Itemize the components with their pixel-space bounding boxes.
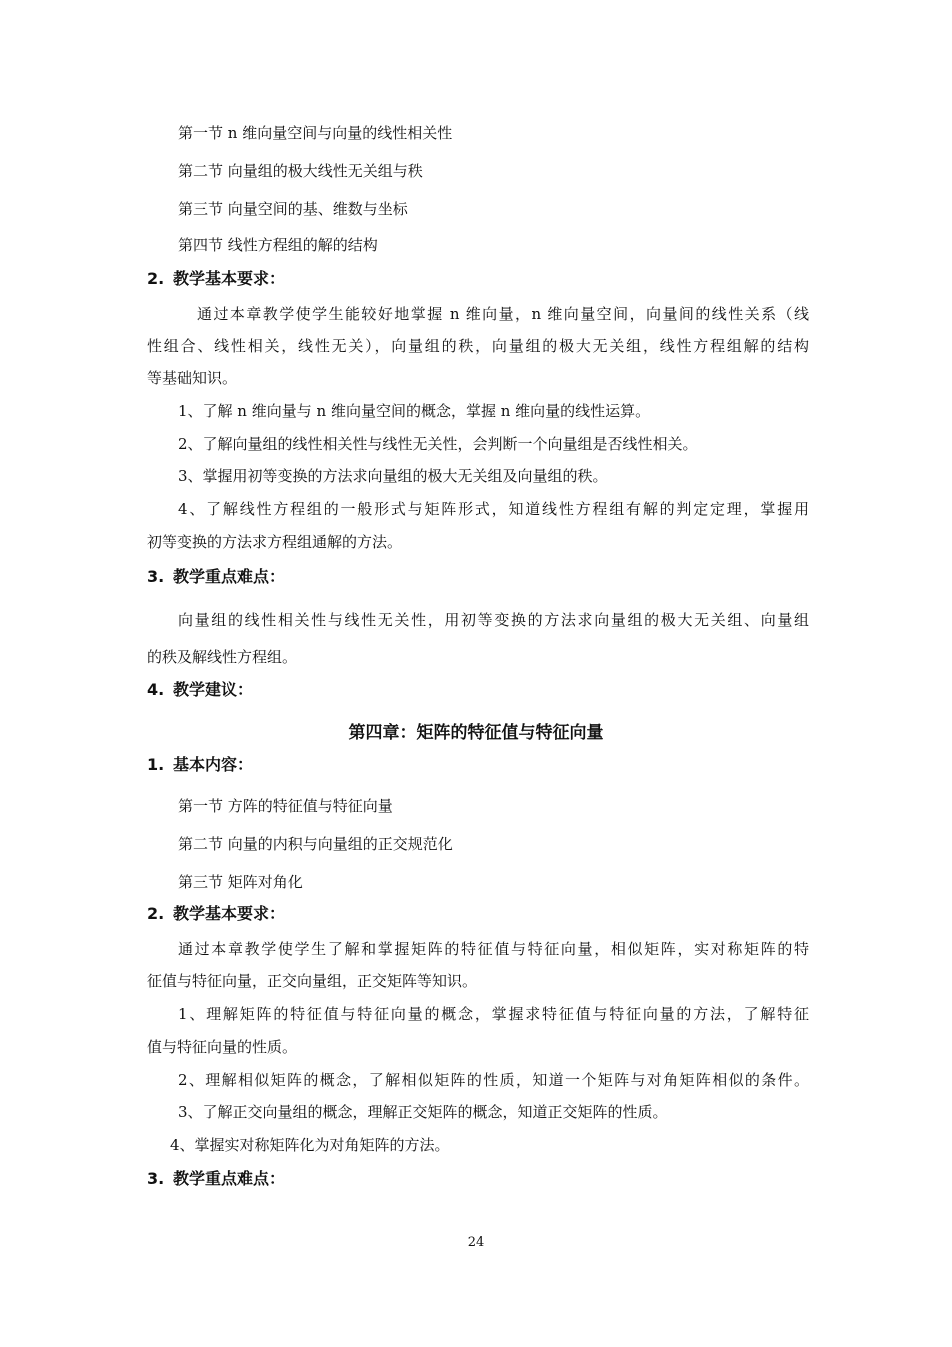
key-points-heading bbox=[147, 566, 285, 588]
paragraph-line: 通过本章教学使学生能较好地掌握 n 维向量，n 维向量空间，向量间的线性关系（线 bbox=[197, 305, 809, 323]
list-item: 1、了解 n 维向量与 n 维向量空间的概念，掌握 n 维向量的线性运算。 bbox=[178, 402, 651, 420]
suggestions-heading bbox=[147, 679, 253, 701]
heading-text: 教学重点难点： bbox=[173, 567, 286, 586]
key-points-heading bbox=[147, 1168, 285, 1190]
paragraph-line: 的秩及解线性方程组。 bbox=[147, 648, 298, 666]
section-line: 第二节 向量的内积与向量组的正交规范化 bbox=[178, 835, 453, 853]
list-item: 3、了解正交向量组的概念，理解正交矩阵的概念，知道正交矩阵的性质。 bbox=[178, 1103, 668, 1121]
section-line: 第四节 线性方程组的解的结构 bbox=[178, 236, 378, 254]
chapter-title: 第四章：矩阵的特征值与特征向量 bbox=[348, 723, 604, 743]
requirements-heading bbox=[147, 903, 285, 925]
list-item-continuation: 值与特征向量的性质。 bbox=[147, 1038, 298, 1056]
heading-text: 教学重点难点： bbox=[173, 1169, 286, 1188]
section-line: 第三节 矩阵对角化 bbox=[178, 873, 303, 891]
list-item: 4、了解线性方程组的一般形式与矩阵形式，知道线性方程组有解的判定定理，掌握用 bbox=[178, 500, 809, 518]
heading-text: 教学建议： bbox=[173, 680, 254, 699]
section-line: 第一节 n 维向量空间与向量的线性相关性 bbox=[178, 124, 453, 142]
content-heading bbox=[147, 754, 253, 776]
paragraph-line: 通过本章教学使学生了解和掌握矩阵的特征值与特征向量，相似矩阵，实对称矩阵的特 bbox=[178, 940, 809, 958]
list-item: 4、掌握实对称矩阵化为对角矩阵的方法。 bbox=[170, 1136, 450, 1154]
list-item-continuation: 初等变换的方法求方程组通解的方法。 bbox=[147, 533, 403, 551]
heading-number: 1. bbox=[147, 755, 165, 774]
section-line: 第二节 向量组的极大线性无关组与秩 bbox=[178, 162, 423, 180]
section-line: 第三节 向量空间的基、维数与坐标 bbox=[178, 200, 408, 218]
heading-number: 3. bbox=[147, 1169, 165, 1188]
paragraph-line: 等基础知识。 bbox=[147, 369, 238, 387]
heading-text: 教学基本要求： bbox=[173, 269, 286, 288]
heading-text: 基本内容： bbox=[173, 755, 254, 774]
section-line: 第一节 方阵的特征值与特征向量 bbox=[178, 797, 393, 815]
paragraph-line: 征值与特征向量，正交向量组，正交矩阵等知识。 bbox=[147, 972, 478, 990]
paragraph-line: 向量组的线性相关性与线性无关性，用初等变换的方法求向量组的极大无关组、向量组 bbox=[178, 611, 809, 629]
requirements-heading bbox=[147, 268, 285, 290]
heading-number: 3. bbox=[147, 567, 165, 586]
page-number: 24 bbox=[467, 1235, 485, 1250]
list-item: 1、理解矩阵的特征值与特征向量的概念，掌握求特征值与特征向量的方法，了解特征 bbox=[178, 1005, 809, 1023]
paragraph-line: 性组合、线性相关，线性无关），向量组的秩，向量组的极大无关组，线性方程组解的结构 bbox=[147, 337, 809, 355]
heading-number: 2. bbox=[147, 904, 165, 923]
heading-text: 教学基本要求： bbox=[173, 904, 286, 923]
list-item: 2、理解相似矩阵的概念，了解相似矩阵的性质，知道一个矩阵与对角矩阵相似的条件。 bbox=[178, 1071, 809, 1089]
list-item: 3、掌握用初等变换的方法求向量组的极大无关组及向量组的秩。 bbox=[178, 467, 608, 485]
list-item: 2、了解向量组的线性相关性与线性无关性，会判断一个向量组是否线性相关。 bbox=[178, 435, 698, 453]
heading-number: 4. bbox=[147, 680, 165, 699]
heading-number: 2. bbox=[147, 269, 165, 288]
